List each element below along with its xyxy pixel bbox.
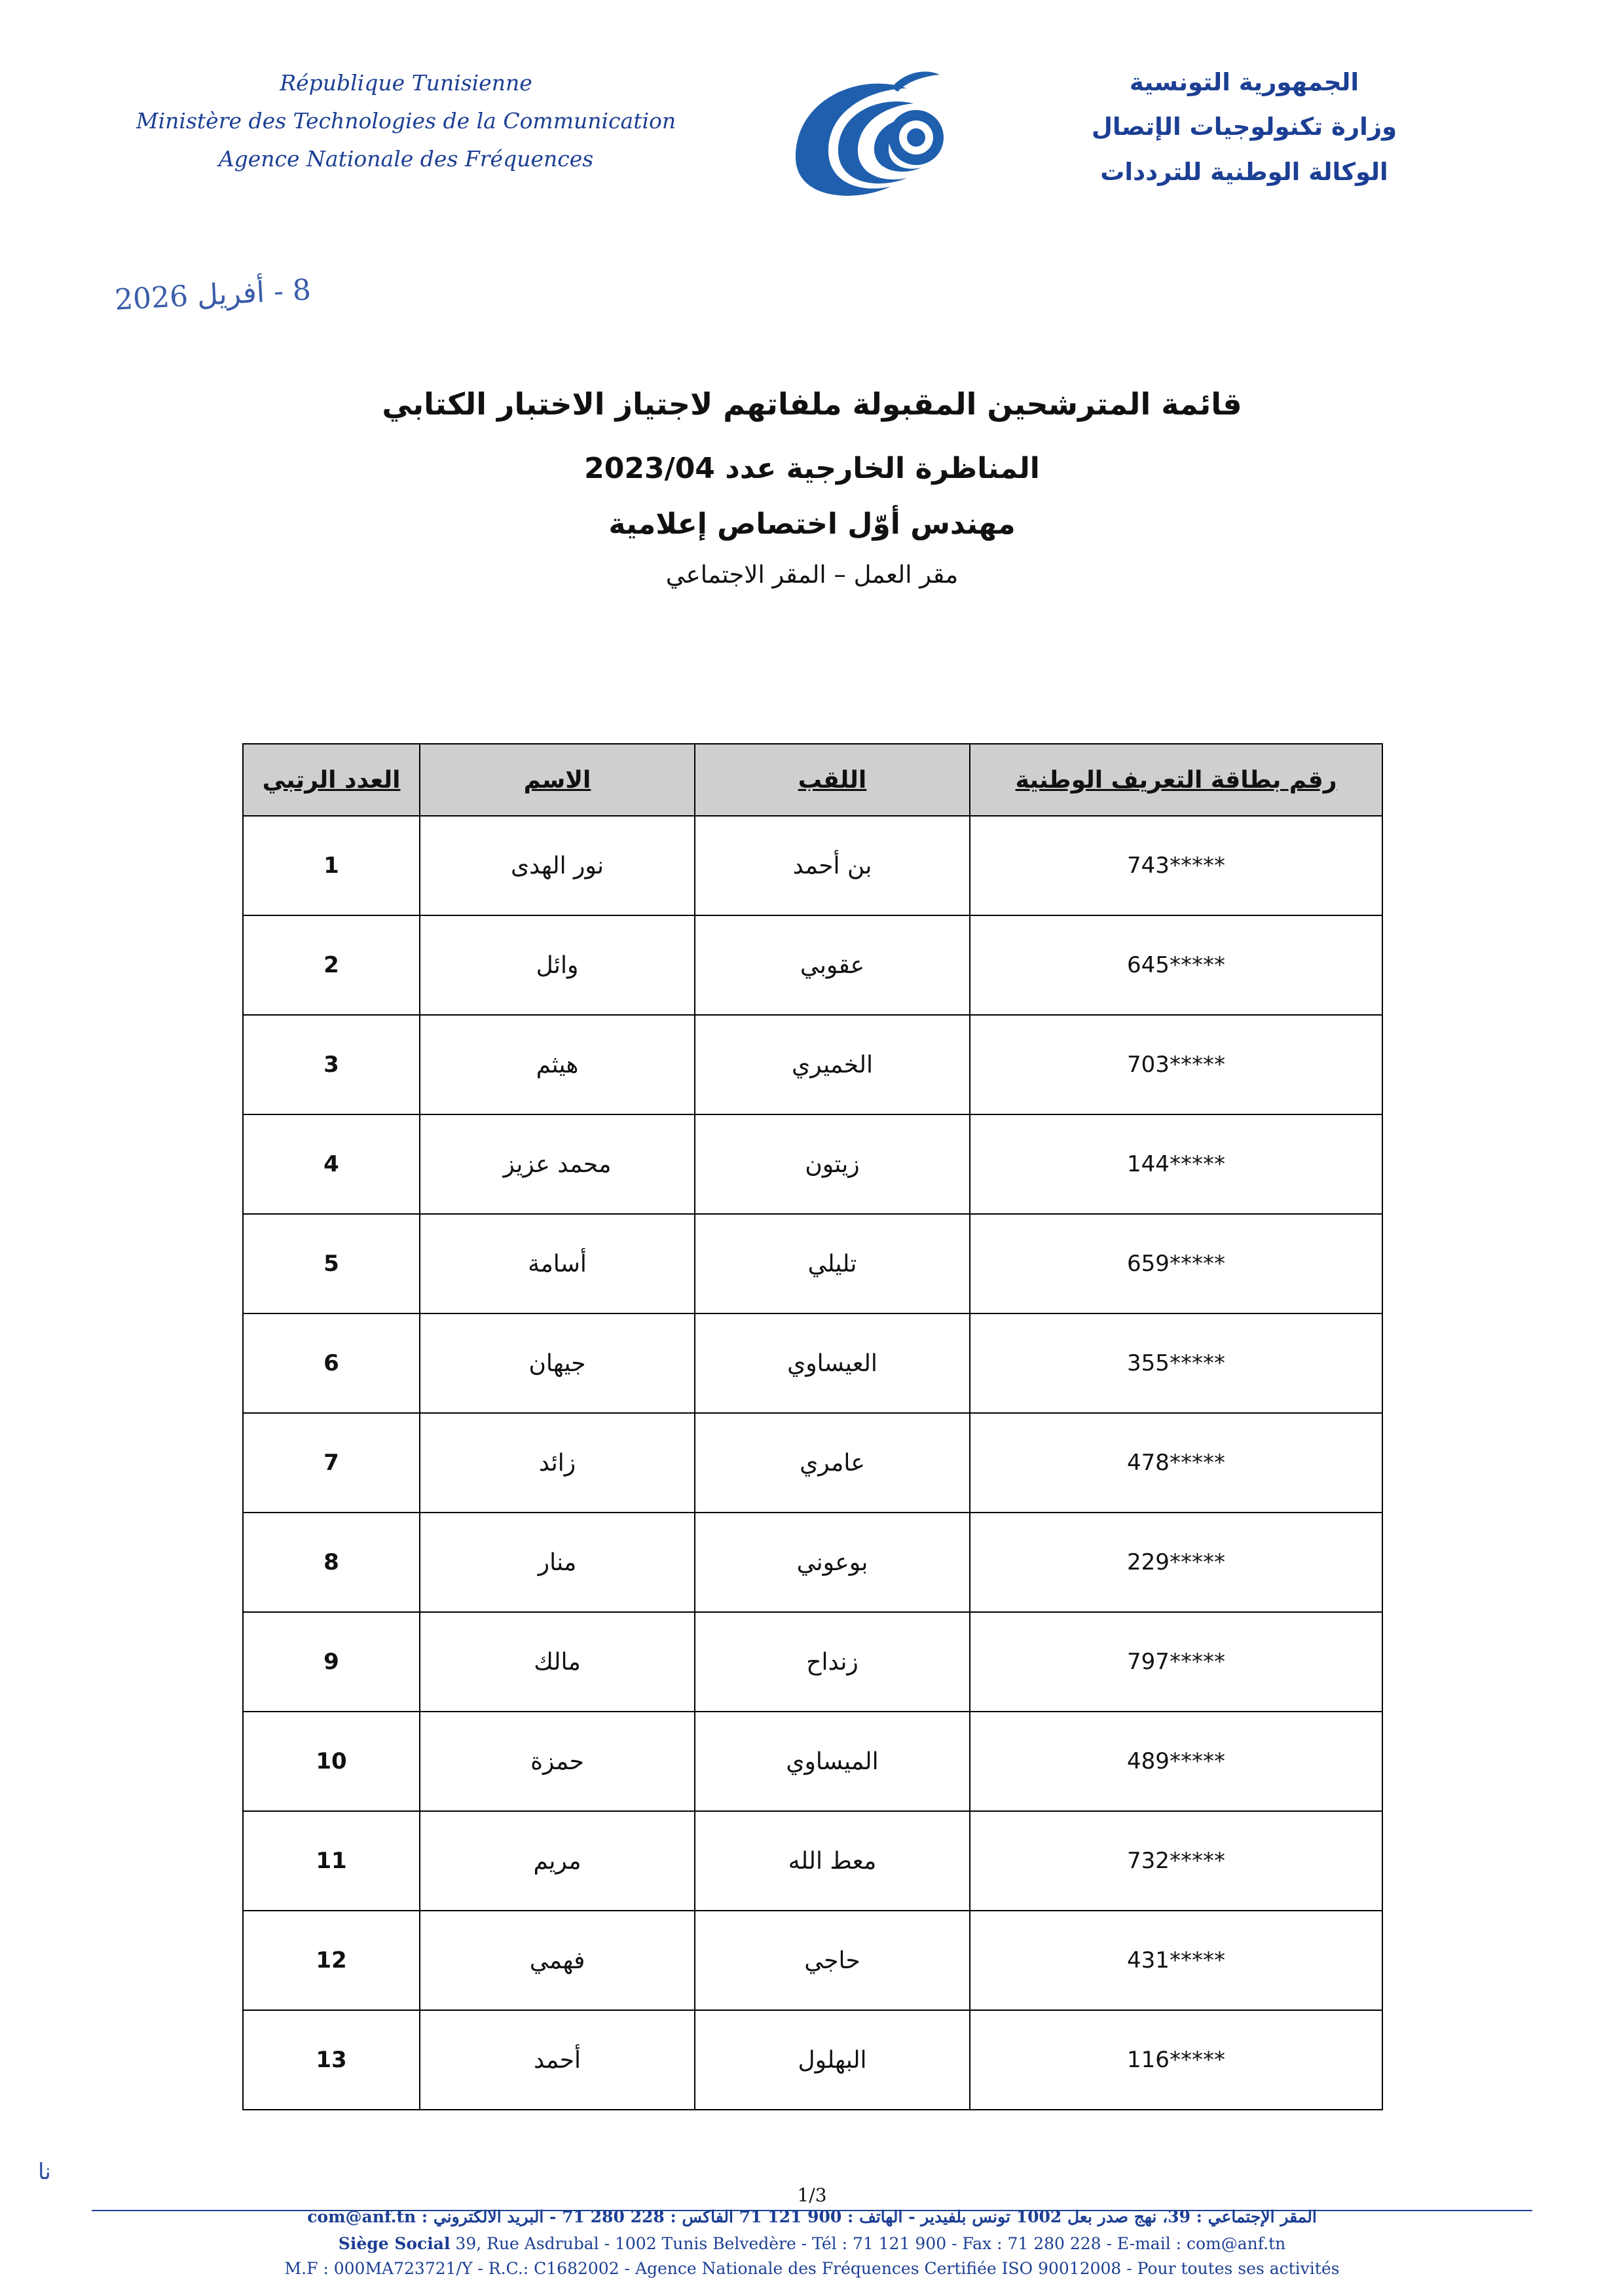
- cell-last-name: الميساوي: [695, 1712, 970, 1811]
- cell-cin: 645*****: [970, 915, 1382, 1015]
- cell-last-name: البهلول: [695, 2010, 970, 2110]
- cell-last-name: عقوبي: [695, 915, 970, 1015]
- cell-cin: 489*****: [970, 1712, 1382, 1811]
- position-title: مهندس أوّل اختصاص إعلامية: [608, 507, 1016, 541]
- cell-rank: 3: [243, 1015, 420, 1114]
- footer-arabic-contact: المقر الإجتماعي : 39، نهج صدر بعل 1002 تونس بلفيدير - الهاتف : 900 121 71 الفاكس : 228 280 71 - البريد الالكتروني : com@anf.tn: [307, 2207, 1317, 2226]
- table-row: [243, 816, 1382, 915]
- cell-rank: 13: [243, 2010, 420, 2110]
- document-header: [0, 46, 1624, 242]
- table-row: [243, 1513, 1382, 1612]
- cell-cin: 659*****: [970, 1214, 1382, 1313]
- header-arabic-line2: وزارة تكنولوجيات الإتصال: [1091, 113, 1397, 141]
- cell-last-name: بن أحمد: [695, 816, 970, 915]
- header-french-line1: République Tunisienne: [280, 70, 532, 96]
- footer-siege-social-label: Siège Social: [338, 2234, 451, 2253]
- cell-first-name: أحمد: [420, 2010, 695, 2110]
- column-header-cin: رقم بطاقة التعريف الوطنية: [970, 744, 1382, 816]
- cell-cin: 797*****: [970, 1612, 1382, 1712]
- cell-cin: 732*****: [970, 1811, 1382, 1911]
- cell-cin: 703*****: [970, 1015, 1382, 1114]
- cell-rank: 11: [243, 1811, 420, 1911]
- cell-cin: 431*****: [970, 1911, 1382, 2010]
- anf-logo-icon: [776, 59, 966, 203]
- header-arabic-block: [950, 60, 1539, 194]
- cell-first-name: أسامة: [420, 1214, 695, 1313]
- cell-rank: 8: [243, 1513, 420, 1612]
- footer-address-text: 39, Rue Asdrubal - 1002 Tunis Belvedère - Tél : 71 121 900 - Fax : 71 280 228 - E-mail : com@anf.tn: [450, 2234, 1286, 2253]
- handwritten-date-stamp: 8 - أفريل 2026: [113, 273, 312, 317]
- cell-cin: 144*****: [970, 1114, 1382, 1214]
- page-title: قائمة المترشحين المقبولة ملفاتهم لاجتياز الاختبار الكتابي: [382, 386, 1242, 422]
- cell-rank: 1: [243, 816, 420, 915]
- cell-rank: 9: [243, 1612, 420, 1712]
- cell-first-name: هيثم: [420, 1015, 695, 1114]
- footer-french-address: [92, 2231, 1532, 2256]
- table-row: [243, 915, 1382, 1015]
- cell-last-name: بوعوني: [695, 1513, 970, 1612]
- cell-cin: 116*****: [970, 2010, 1382, 2110]
- header-arabic-line1: الجمهورية التونسية: [1129, 68, 1359, 96]
- cell-cin: 478*****: [970, 1413, 1382, 1513]
- table-row: [243, 1114, 1382, 1214]
- table-row: [243, 1811, 1382, 1911]
- candidates-table-container: [242, 743, 1382, 2110]
- cell-first-name: وائل: [420, 915, 695, 1015]
- header-french-line3: Agence Nationale des Fréquences: [218, 145, 594, 172]
- cell-cin: 743*****: [970, 816, 1382, 915]
- cell-cin: 229*****: [970, 1513, 1382, 1612]
- table-row: [243, 1712, 1382, 1811]
- cell-rank: 2: [243, 915, 420, 1015]
- column-header-first-name: الاسم: [420, 744, 695, 816]
- header-french-line2: Ministère des Technologies de la Communication: [136, 107, 676, 134]
- cell-cin: 355*****: [970, 1313, 1382, 1413]
- cell-first-name: حمزة: [420, 1712, 695, 1811]
- table-body: [243, 816, 1382, 2110]
- cell-rank: 4: [243, 1114, 420, 1214]
- table-row: [243, 1612, 1382, 1712]
- cell-rank: 7: [243, 1413, 420, 1513]
- document-titles: [0, 386, 1624, 589]
- table-row: [243, 2010, 1382, 2110]
- table-row: [243, 1413, 1382, 1513]
- competition-reference: المناظرة الخارجية عدد 2023/04: [584, 452, 1040, 485]
- table-row: [243, 1214, 1382, 1313]
- cell-first-name: زائد: [420, 1413, 695, 1513]
- header-french-block: [79, 64, 733, 177]
- handwritten-corner-mark: نا: [38, 2159, 51, 2185]
- cell-first-name: محمد عزيز: [420, 1114, 695, 1214]
- cell-last-name: حاجي: [695, 1911, 970, 2010]
- cell-rank: 6: [243, 1313, 420, 1413]
- cell-first-name: نور الهدى: [420, 816, 695, 915]
- cell-first-name: فهمي: [420, 1911, 695, 2010]
- cell-rank: 5: [243, 1214, 420, 1313]
- table-row: [243, 1313, 1382, 1413]
- cell-last-name: زنداح: [695, 1612, 970, 1712]
- cell-last-name: معط الله: [695, 1811, 970, 1911]
- cell-first-name: مريم: [420, 1811, 695, 1911]
- cell-last-name: عامري: [695, 1413, 970, 1513]
- page-number: 1/3: [797, 2184, 827, 2206]
- candidates-table: [242, 743, 1383, 2110]
- cell-first-name: منار: [420, 1513, 695, 1612]
- column-header-last-name: اللقب: [695, 744, 970, 816]
- column-header-rank: العدد الرتبي: [243, 744, 420, 816]
- cell-last-name: تليلي: [695, 1214, 970, 1313]
- table-row: [243, 1015, 1382, 1114]
- workplace-label: مقر العمل – المقر الاجتماعي: [665, 560, 959, 589]
- cell-last-name: الخميري: [695, 1015, 970, 1114]
- footer-legal-line: M.F : 000MA723721/Y - R.C.: C1682002 - Agence Nationale des Fréquences Certifiée ISO 90012008 - Pour toutes ses activités: [284, 2258, 1340, 2278]
- cell-last-name: زيتون: [695, 1114, 970, 1214]
- header-arabic-line3: الوكالة الوطنية للترددات: [1100, 157, 1388, 186]
- cell-rank: 12: [243, 1911, 420, 2010]
- cell-last-name: العيساوي: [695, 1313, 970, 1413]
- cell-first-name: مالك: [420, 1612, 695, 1712]
- cell-first-name: جيهان: [420, 1313, 695, 1413]
- document-footer: [92, 2205, 1532, 2281]
- table-row: [243, 1911, 1382, 2010]
- table-header-row: [243, 744, 1382, 816]
- cell-rank: 10: [243, 1712, 420, 1811]
